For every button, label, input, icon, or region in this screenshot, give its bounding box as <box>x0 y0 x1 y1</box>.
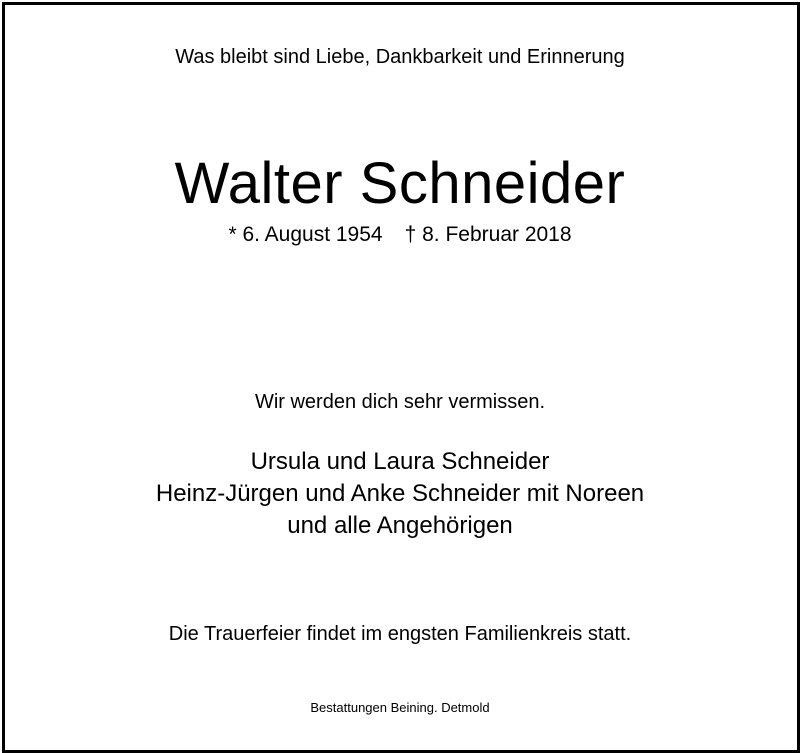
farewell-message: Wir werden dich sehr vermissen. <box>254 391 546 413</box>
life-dates <box>0 224 800 245</box>
birth-date: * 6. August 1954 <box>228 223 383 246</box>
funeral-note: Die Trauerfeier findet im engsten Familienkreis statt. <box>168 623 632 645</box>
mourners-list <box>0 446 800 542</box>
mourner-line: Heinz-Jürgen und Anke Schneider mit Noreen <box>155 480 645 507</box>
undertaker-credit: Bestattungen Beining. Detmold <box>310 700 490 715</box>
notice-motto: Was bleibt sind Liebe, Dankbarkeit und Erinnerung <box>175 46 625 68</box>
mourner-line: Ursula und Laura Schneider <box>250 448 550 475</box>
deceased-name: Walter Schneider <box>174 151 626 216</box>
mourner-line: und alle Angehörigen <box>287 512 513 539</box>
death-date: † 8. Februar 2018 <box>404 223 572 246</box>
